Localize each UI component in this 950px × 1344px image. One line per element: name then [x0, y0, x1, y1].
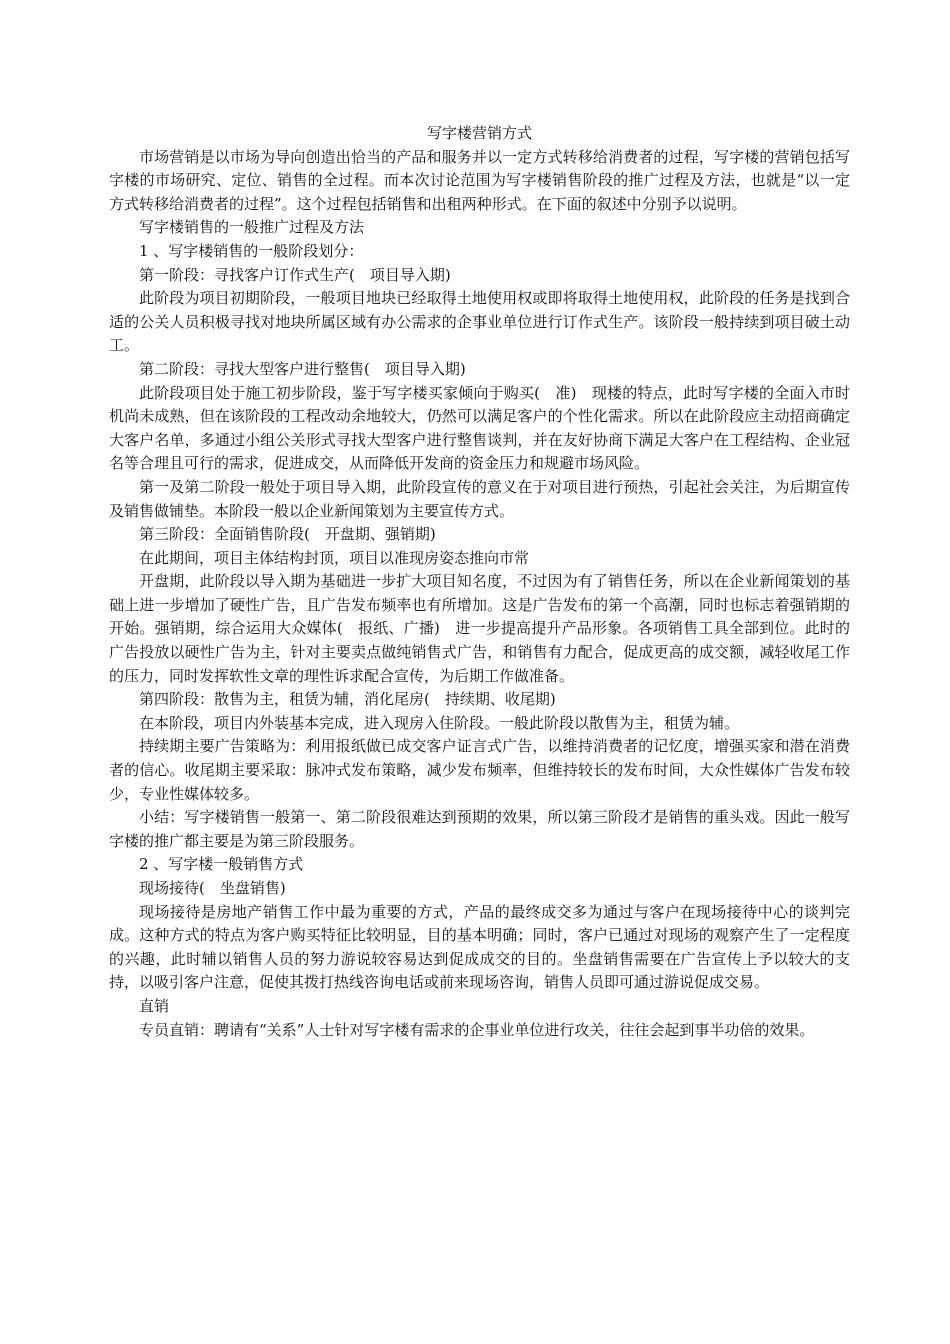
stage-one-heading: 第一阶段：寻找客户订作式生产( 项目导入期) — [139, 265, 451, 284]
paragraph-intro: 市场营销是以市场为导向创造出恰当的产品和服务并以一定方式转移给消费者的过程，写字楼的营销包括写字楼的市场研究、定位、销售的全过程。而本次讨论范围为写字楼销售阶段的推广过程及方法，也就是“以一定方式转移给消费者的过程”。这个过程包括销售和出租两种形式。在下面的叙述中分别予以说明。 — [109, 147, 850, 213]
stage-four-intro: 在本阶段，项目内外装基本完成，进入现房入住阶段。一般此阶段以散售为主，租赁为辅。 — [139, 713, 740, 732]
stage-four-heading: 第四阶段：散售为主，租赁为辅，消化尾房( 持续期、收尾期) — [139, 690, 556, 709]
direct-sales-body: 专员直销：聘请有“关系”人士针对写字楼有需求的企事业单位进行攻关，往往会起到事半功倍的效果。 — [139, 1020, 815, 1039]
document-title: 写字楼营销方式 — [426, 124, 532, 142]
stage-one-body: 此阶段为项目初期阶段，一般项目地块已经取得土地使用权或即将取得土地使用权，此阶段的任务是找到合适的公关人员积极寻找对地块所属区域有办公需求的企事业单位进行订作式生产。该阶段一般持续到项目破土动工。 — [109, 289, 850, 355]
document-page — [109, 122, 850, 1042]
stage-three-body: 开盘期，此阶段以导入期为基础进一步扩大项目知名度，不过因为有了销售任务，所以在企业新闻策划的基础上进一步增加了硬性广告，且广告发布频率也有所增加。这是广告发布的第一个高潮，同时也标志着强销期的开始。强销期，综合运用大众媒体( 报纸、广播) 进一步提高提升产品形象。各项销售工具全部到位。此时的广告投放以硬性广告为主，针对主要卖点做纯销售式广告，和销售有力配合，促成更高的成交额，减轻收尾工作的压力，同时发挥软性文章的理性诉求配合宣传，为后期工作做准备。 — [109, 572, 850, 685]
onsite-reception-heading: 现场接待( 坐盘销售) — [139, 879, 286, 897]
direct-sales-heading: 直销 — [139, 996, 170, 1015]
stage-three-heading: 第三阶段：全面销售阶段( 开盘期、强销期) — [139, 525, 436, 544]
section-heading-stage-division: 1 、写字楼销售的一般阶段划分： — [139, 241, 364, 260]
section-heading-general-process: 写字楼销售的一般推广过程及方法 — [139, 218, 365, 237]
stage-one-two-summary: 第一及第二阶段一般处于项目导入期，此阶段宣传的意义在于对项目进行预热，引起社会关注，为后期宣传及销售做铺垫。本阶段一般以企业新闻策划为主要宣传方式。 — [109, 477, 850, 520]
stage-two-heading: 第二阶段：寻找大型客户进行整售( 项目导入期) — [139, 359, 466, 378]
section-heading-sales-methods: 2 、写字楼一般销售方式 — [139, 855, 304, 874]
onsite-reception-body: 现场接待是房地产销售工作中最为重要的方式，产品的最终成交多为通过与客户在现场接待中心的谈判完成。这种方式的特点为客户购买特征比较明显，目的基本明确；同时，客户已通过对现场的观察产生了一定程度的兴趣，此时辅以销售人员的努力游说较容易达到促成成交的目的。坐盘销售需要在广告宣传上予以较大的支持，以吸引客户注意，促使其拨打热线咨询电话或前来现场咨询，销售人员即可通过游说促成交易。 — [109, 902, 850, 992]
stage-four-body: 持续期主要广告策略为：利用报纸做已成交客户证言式广告，以维持消费者的记忆度，增强买家和潜在消费者的信心。收尾期主要采取：脉冲式发布策略，减少发布频率，但维持较长的发布时间，大众性媒体广告发布较少，专业性媒体较多。 — [109, 737, 850, 803]
summary-paragraph: 小结：写字楼销售一般第一、第二阶段很难达到预期的效果，所以第三阶段才是销售的重头戏。因此一般写字楼的推广都主要是为第三阶段服务。 — [109, 808, 850, 850]
stage-two-body: 此阶段项目处于施工初步阶段，鉴于写字楼买家倾向于购买( 准) 现楼的特点，此时写字楼的全面入市时机尚未成熟，但在该阶段的工程改动余地较大，仍然可以满足客户的个性化需求。所以在此阶段应主动招商确定大客户名单，多通过小组公关形式寻找大型客户进行整售谈判，并在友好协商下满足大客户在工程结构、企业冠名等合理且可行的需求，促进成交，从而降低开发商的资金压力和规避市场风险。 — [109, 383, 850, 473]
stage-three-intro: 在此期间，项目主体结构封顶，项目以准现房姿态推向市常 — [139, 548, 530, 567]
